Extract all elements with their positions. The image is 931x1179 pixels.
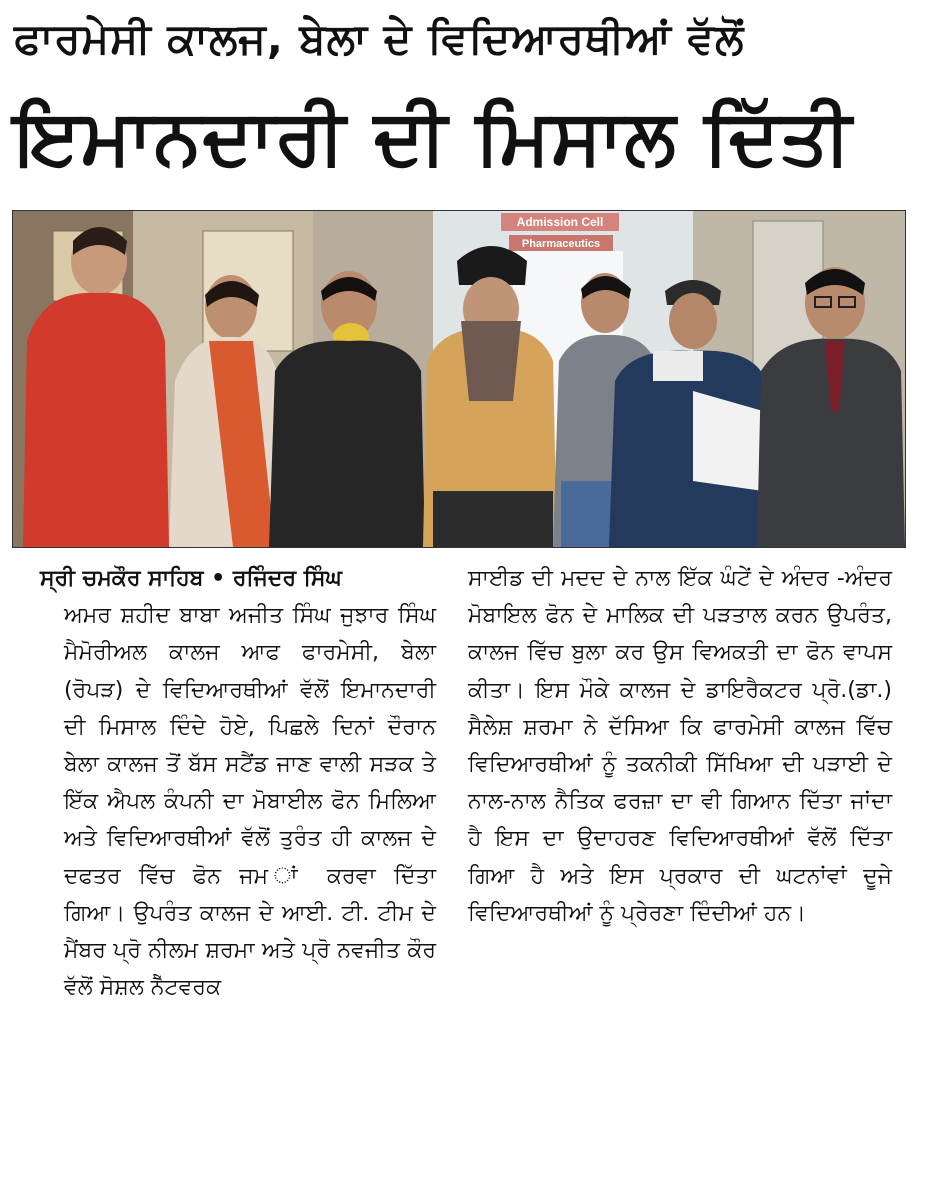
- news-photo: [12, 210, 906, 548]
- headline-line-2: ਇਮਾਨਦਾਰੀ ਦੀ ਮਿਸਾਲ ਦਿੱਤੀ: [14, 92, 853, 181]
- sign-pharmaceutics: Pharmaceutics: [521, 238, 601, 250]
- headline-line-1: ਫਾਰਮੇਸੀ ਕਾਲਜ, ਬੇਲਾ ਦੇ ਵਿਦਿਆਰਥੀਆਂ ਵੱਲੋਂ: [14, 14, 745, 63]
- article-paragraph-1: ਅਮਰ ਸ਼ਹੀਦ ਬਾਬਾ ਅਜੀਤ ਸਿੰਘ ਜੁਝਾਰ ਸਿੰਘ ਮੈਮੋਰੀਅਲ ਕਾਲਜ ਆਫ ਫਾਰਮੇਸੀ, ਬੇਲਾ (ਰੋਪੜ) ਦੇ ਵਿਦਿਆਰਥੀਆਂ ਵੱਲੋਂ ਇਮਾਨਦਾਰੀ ਦੀ ਮਿਸਾਲ ਦਿੰਦੇ ਹੋਏ, ਪਿਛਲੇ ਦਿਨਾਂ ਦੌਰਾਨ ਬੇਲਾ ਕਾਲਜ ਤੋਂ ਬੱਸ ਸਟੈਂਡ ਜਾਣ ਵਾਲੀ ਸੜਕ ਤੇ ਇੱਕ ਐਪਲ ਕੰਪਨੀ ਦਾ ਮੋਬਾਈਲ ਫੋਨ ਮਿਲਿਆ ਅਤੇ ਵਿਦਿਆਰਥੀਆਂ ਵੱਲੋਂ ਤੁਰੰਤ ਹੀ ਕਾਲਜ ਦੇ ਦਫਤਰ ਵਿੱਚ ਫੋਨ ਜਮ ਾਂ ਕਰਵਾ ਦਿੱਤਾ ਗਿਆ। ਉਪਰੰਤ ਕਾਲਜ ਦੇ ਆਈ. ਟੀ. ਟੀਮ ਦੇ ਮੈਂਬਰ ਪ੍ਰੋ ਨੀਲਮ ਸ਼ਰਮਾ ਅਤੇ ਪ੍ਰੋ ਨਵਜੀਤ ਕੌਰ ਵੱਲੋਂ ਸੋਸ਼ਲ ਨੈੱਟਵਰਕ: [64, 603, 436, 1001]
- sign-admission-cell: Admission Cell: [516, 215, 604, 229]
- article-paragraph-2: ਸਾਈਡ ਦੀ ਮਦਦ ਦੇ ਨਾਲ ਇੱਕ ਘੰਟੇਂ ਦੇ ਅੰਦਰ -ਅੰਦਰ ਮੋਬਾਇਲ ਫੋਨ ਦੇ ਮਾਲਿਕ ਦੀ ਪੜਤਾਲ ਕਰਨ ਉਪਰੰਤ, ਕਾਲਜ ਵਿੱਚ ਬੁਲਾ ਕਰ ਉਸ ਵਿਅਕਤੀ ਦਾ ਫੋਨ ਵਾਪਸ ਕੀਤਾ। ਇਸ ਮੌਕੇ ਕਾਲਜ ਦੇ ਡਾਇਰੈਕਟਰ ਪ੍ਰੋ.(ਡਾ.) ਸੈਲੇਸ਼ ਸ਼ਰਮਾ ਨੇ ਦੱਸਿਆ ਕਿ ਫਾਰਮੇਸੀ ਕਾਲਜ ਵਿੱਚ ਵਿਦਿਆਰਥੀਆਂ ਨੂੰ ਤਕਨੀਕੀ ਸਿੱਖਿਆ ਦੀ ਪੜਾਈ ਦੇ ਨਾਲ-ਨਾਲ ਨੈਤਿਕ ਫਰਜ਼ਾ ਦਾ ਵੀ ਗਿਆਨ ਦਿੱਤਾ ਜਾਂਦਾ ਹੈ ਇਸ ਦਾ ਉਦਾਹਰਣ ਵਿਦਿਆਰਥੀਆਂ ਵੱਲੋਂ ਦਿੱਤਾ ਗਿਆ ਹੈ ਅਤੇ ਇਸ ਪ੍ਰਕਾਰ ਦੀ ਘਟਨਾਂਵਾਂ ਦੂਜੇ ਵਿਦਿਆਰਥੀਆਂ ਨੂੰ ਪ੍ਰੇਰਣਾ ਦਿੰਦੀਆਂ ਹਨ।: [468, 566, 892, 926]
- dateline: ਸ੍ਰੀ ਚਮਕੌਰ ਸਾਹਿਬ • ਰਜਿੰਦਰ ਸਿੰਘ: [40, 566, 342, 591]
- article-column-right: [468, 560, 892, 932]
- article-column-left: [12, 560, 436, 1006]
